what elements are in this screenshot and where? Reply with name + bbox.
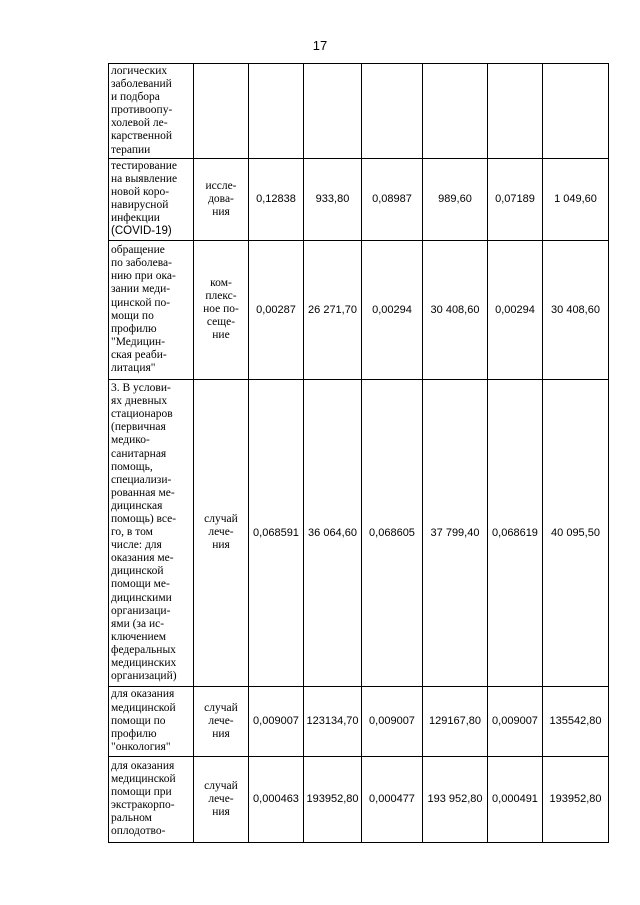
- row-value: 0,068591: [249, 379, 304, 686]
- row-value: 0,08987: [362, 158, 423, 240]
- row-value: 135542,80: [543, 686, 609, 756]
- row-value: 0,00294: [488, 240, 543, 379]
- row-value: [249, 64, 304, 159]
- row-name-text: тестирование на выявление новой коро- навирусной инфекции: [111, 159, 178, 225]
- row-value: 0,068605: [362, 379, 423, 686]
- row-value: 123134,70: [304, 686, 362, 756]
- rates-table: [108, 63, 609, 843]
- row-value: 0,00287: [249, 240, 304, 379]
- row-unit: [194, 64, 249, 159]
- row-name: для оказания медицинской помощи по профилю "онкология": [109, 686, 194, 756]
- row-value: 0,000491: [488, 756, 543, 842]
- row-value: 0,00294: [362, 240, 423, 379]
- row-name: логических заболеваний и подбора противоопу- холевой ле- карственной терапии: [109, 64, 194, 159]
- row-value: 0,000463: [249, 756, 304, 842]
- row-value: 1 049,60: [543, 158, 609, 240]
- row-value: 0,009007: [488, 686, 543, 756]
- row-unit: случай лече- ния: [194, 686, 249, 756]
- row-value: 37 799,40: [423, 379, 488, 686]
- row-value: 36 064,60: [304, 379, 362, 686]
- row-unit: случай лече- ния: [194, 379, 249, 686]
- row-value: 193952,80: [304, 756, 362, 842]
- row-value: 0,000477: [362, 756, 423, 842]
- row-name: обращение по заболева- нию при ока- зании меди- цинской по- мощи по профилю "Медицин- ская реаби- литация": [109, 240, 194, 379]
- row-unit: случай лече- ния: [194, 756, 249, 842]
- row-value: 0,009007: [249, 686, 304, 756]
- row-value: 0,07189: [488, 158, 543, 240]
- row-unit: ком- плекс- ное по- сеще- ние: [194, 240, 249, 379]
- table-row: [109, 756, 609, 842]
- row-value: 933,80: [304, 158, 362, 240]
- table-row: [109, 686, 609, 756]
- table-row: [109, 64, 609, 159]
- row-value: [488, 64, 543, 159]
- row-value: 989,60: [423, 158, 488, 240]
- row-unit: иссле- дова- ния: [194, 158, 249, 240]
- row-name: [109, 158, 194, 240]
- row-value: 129167,80: [423, 686, 488, 756]
- row-value: 40 095,50: [543, 379, 609, 686]
- row-value: [304, 64, 362, 159]
- row-name: 3. В услови- ях дневных стационаров (первичная медико- санитарная помощь, специализи- рованная ме- дицинская помощь) все- го, в том числе: для оказания ме- дицинской помощи ме- дицинскими организаци- ями (за ис- ключением федеральных медицинских организаций): [109, 379, 194, 686]
- row-value: 0,009007: [362, 686, 423, 756]
- page-number: 17: [312, 38, 328, 53]
- table-row: [109, 240, 609, 379]
- row-name: для оказания медицинской помощи при экстракорпо- ральном оплодотво-: [109, 756, 194, 842]
- table-row: [109, 158, 609, 240]
- row-value: [362, 64, 423, 159]
- row-value: 193 952,80: [423, 756, 488, 842]
- row-value: 193952,80: [543, 756, 609, 842]
- row-value: [423, 64, 488, 159]
- table-row: [109, 379, 609, 686]
- row-value: 26 271,70: [304, 240, 362, 379]
- row-value: [543, 64, 609, 159]
- row-value: 0,068619: [488, 379, 543, 686]
- row-value: 0,12838: [249, 158, 304, 240]
- row-value: 30 408,60: [543, 240, 609, 379]
- row-name-extra: (COVID-19): [111, 225, 172, 238]
- row-value: 30 408,60: [423, 240, 488, 379]
